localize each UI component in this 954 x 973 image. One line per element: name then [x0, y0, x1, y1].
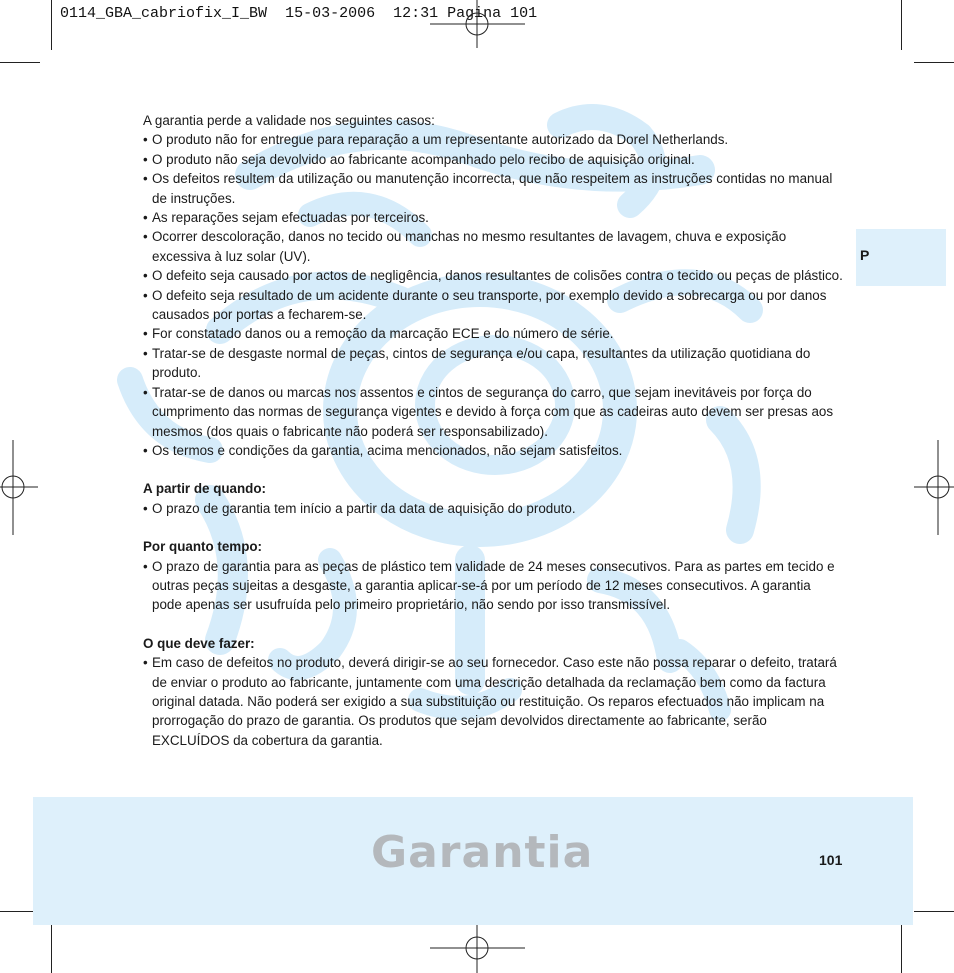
- section-list-duration: [143, 557, 843, 615]
- slug-time: 12:31: [393, 5, 439, 22]
- list-item: • Os defeitos resultem da utilização ou manutenção incorrecta, que não respeitem as instruções contidas no manual de instruções.: [143, 169, 843, 208]
- list-item: • Os termos e condições da garantia, acima mencionados, não sejam satisfeitos.: [143, 441, 843, 460]
- slug-page: Pagina 101: [447, 5, 538, 22]
- section-heading-duration: Por quanto tempo:: [143, 539, 263, 555]
- list-item: • O prazo de garantia para as peças de plástico tem validade de 24 meses consecutivos. Para as partes em tecido e outras peças sujeitas a desgaste, a garantia aplicar-se-á por um período de 12 meses consecutivos. A garantia pode apenas ser usufruída pelo primeiro proprietário, não sendo por isso transmissível.: [143, 557, 843, 615]
- list-item: • O defeito seja resultado de um acidente durante o seu transporte, por exemplo devido a sobrecarga ou por danos causados por portas a fecharem-se.: [143, 286, 843, 325]
- language-tab: [856, 229, 946, 286]
- intro-text: A garantia perde a validade nos seguintes casos:: [143, 113, 435, 128]
- warranty-content: [143, 111, 843, 750]
- slug-file: 0114_GBA_cabriofix_I_BW: [60, 5, 268, 22]
- language-tab-label: P: [860, 247, 870, 263]
- list-item: • As reparações sejam efectuadas por terceiros.: [143, 208, 843, 227]
- list-item: • Tratar-se de desgaste normal de peças, cintos de segurança e/ou capa, resultantes da utilização quotidiana do produto.: [143, 344, 843, 383]
- list-item: • O prazo de garantia tem início a partir da data de aquisição do produto.: [143, 499, 843, 518]
- section-list-what-to-do: [143, 653, 843, 750]
- list-item: • Em caso de defeitos no produto, deverá dirigir-se ao seu fornecedor. Caso este não possa reparar o defeito, tratará de enviar o produto ao fabricante, juntamente com uma descrição detalhada da reclamação bem como da factura original datada. Não poderá ser exigido a sua substituição ou restituição. Os reparos efectuados não implicam na prorrogação do prazo de garantia. Os produtos que sejam devolvidos directamente ao fabricante, serão EXCLUÍDOS da cobertura da garantia.: [143, 653, 843, 750]
- list-item: • O produto não seja devolvido ao fabricante acompanhado pelo recibo de aquisição original.: [143, 150, 843, 169]
- void-cases-list: [143, 130, 843, 460]
- section-heading-start: A partir de quando:: [143, 481, 266, 497]
- list-item: • Ocorrer descoloração, danos no tecido ou manchas no mesmo resultantes de lavagem, chuva e exposição excessiva à luz solar (UV).: [143, 227, 843, 266]
- slug-date: 15-03-2006: [285, 5, 376, 22]
- list-item: • For constatado danos ou a remoção da marcação ECE e do número de série.: [143, 324, 843, 343]
- page-number: 101: [819, 852, 843, 868]
- list-item: • Tratar-se de danos ou marcas nos assentos e cintos de segurança do carro, que sejam inevitáveis por força do cumprimento das normas de segurança vigentes e devido à força com que as cadeiras auto devem ser presas aos mesmos (dos quais o fabricante não poderá ser responsabilizado).: [143, 383, 843, 441]
- footer-title: Garantia: [371, 827, 594, 878]
- list-item: • O produto não for entregue para reparação a um representante autorizado da Dorel Netherlands.: [143, 130, 843, 149]
- section-list-start: [143, 499, 843, 518]
- footer-band: [33, 797, 913, 925]
- list-item: • O defeito seja causado por actos de negligência, danos resultantes de colisões contra o tecido ou peças de plástico.: [143, 266, 843, 285]
- section-heading-what-to-do: O que deve fazer:: [143, 635, 255, 651]
